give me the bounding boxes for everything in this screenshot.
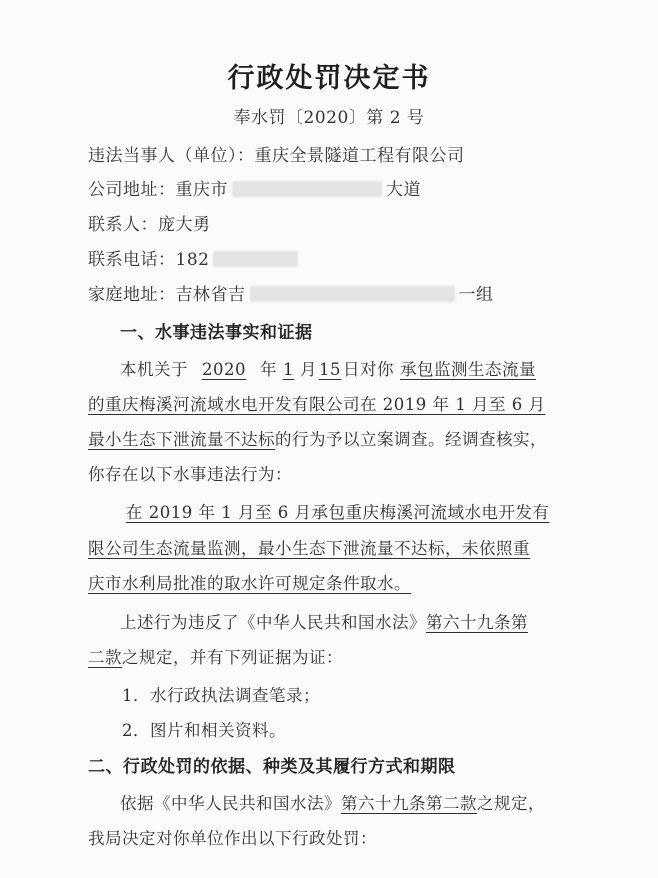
redaction-mark: [250, 286, 455, 302]
text-fragment: 之规定，: [477, 794, 545, 813]
evidence-item: 2．图片和相关资料。: [122, 721, 286, 740]
text-fragment: 本机关于: [120, 360, 188, 379]
address-value-start: 重庆市: [175, 180, 228, 200]
paragraph-line: [120, 356, 536, 380]
filled-year: 2020: [202, 360, 246, 379]
address-value-end: 大道: [386, 180, 421, 200]
text-fragment: 的行为予以立案调查。经调查核实，: [275, 430, 547, 449]
filled-text: 第六十九条第: [426, 613, 528, 632]
document-number: 奉水罚〔2020〕第 2 号: [233, 108, 425, 128]
phone-row: [88, 245, 298, 270]
phone-label: 联系电话：: [88, 250, 176, 270]
paragraph-line: [88, 426, 547, 450]
filled-day: 15: [319, 360, 341, 379]
text-fragment: 之规定，并有下列证据为证：: [122, 648, 343, 667]
paragraph-line: [88, 391, 545, 415]
section1-heading: 一、水事违法事实和证据: [120, 323, 313, 343]
contact-row: [88, 210, 211, 235]
section2-heading: 二、行政处罚的依据、种类及其履行方式和期限: [88, 757, 456, 777]
party-row: [88, 141, 465, 166]
contact-label: 联系人：: [88, 215, 158, 235]
address-row: [88, 175, 421, 200]
redaction-mark: [232, 181, 382, 197]
party-label: 违法当事人（单位）：: [88, 146, 255, 166]
phone-value-start: 182: [175, 250, 210, 270]
filled-text: 限公司生态流量监测，最小生态下泄流量不达标，未依照重: [88, 539, 530, 558]
paragraph-line: [88, 535, 530, 559]
filled-month: 1: [283, 360, 294, 379]
paragraph-line: [126, 499, 549, 523]
filled-text: 在 2019 年 1 月至 6 月承包重庆梅溪河流域水电开发有: [126, 503, 550, 522]
home-address-row: [88, 280, 494, 305]
party-value: 重庆全景隧道工程有限公司: [254, 146, 465, 166]
contact-value: 庞大勇: [158, 215, 211, 235]
filled-text: 的重庆梅溪河流域水电开发有限公司在 2019 年 1 月至 6 月: [88, 395, 546, 414]
paragraph-line: 你存在以下水事违法行为：: [88, 465, 292, 484]
text-fragment: 依据《中华人民共和国水法》: [120, 794, 341, 813]
paragraph-line: 我局决定对你单位作出以下行政处罚：: [88, 829, 377, 848]
paragraph-line: [88, 570, 411, 594]
address-label: 公司地址：: [88, 180, 176, 200]
home-value-start: 吉林省吉: [175, 285, 246, 305]
filled-text: 最小生态下泄流量不达标: [88, 430, 275, 449]
text-fragment: 上述行为违反了《中华人民共和国水法》: [120, 613, 426, 632]
text-fragment: 日对你: [343, 360, 394, 379]
redaction-mark: [213, 251, 298, 267]
document-title: 行政处罚决定书: [227, 63, 431, 94]
home-value-end: 一组: [458, 285, 494, 305]
home-label: 家庭地址：: [88, 285, 176, 305]
filled-text: 二款: [88, 648, 122, 667]
filled-text: 第六十九条第二款: [341, 794, 477, 813]
filled-text: 承包监测生态流量: [400, 360, 536, 379]
paragraph-line: [88, 644, 343, 668]
paragraph-line: [120, 790, 545, 814]
text-fragment: 月: [300, 360, 317, 379]
paragraph-line: [120, 609, 528, 633]
filled-text: 庆市水利局批准的取水许可规定条件取水。: [88, 574, 411, 593]
evidence-item: 1．水行政执法调查笔录；: [122, 686, 320, 705]
text-fragment: 年: [260, 360, 277, 379]
